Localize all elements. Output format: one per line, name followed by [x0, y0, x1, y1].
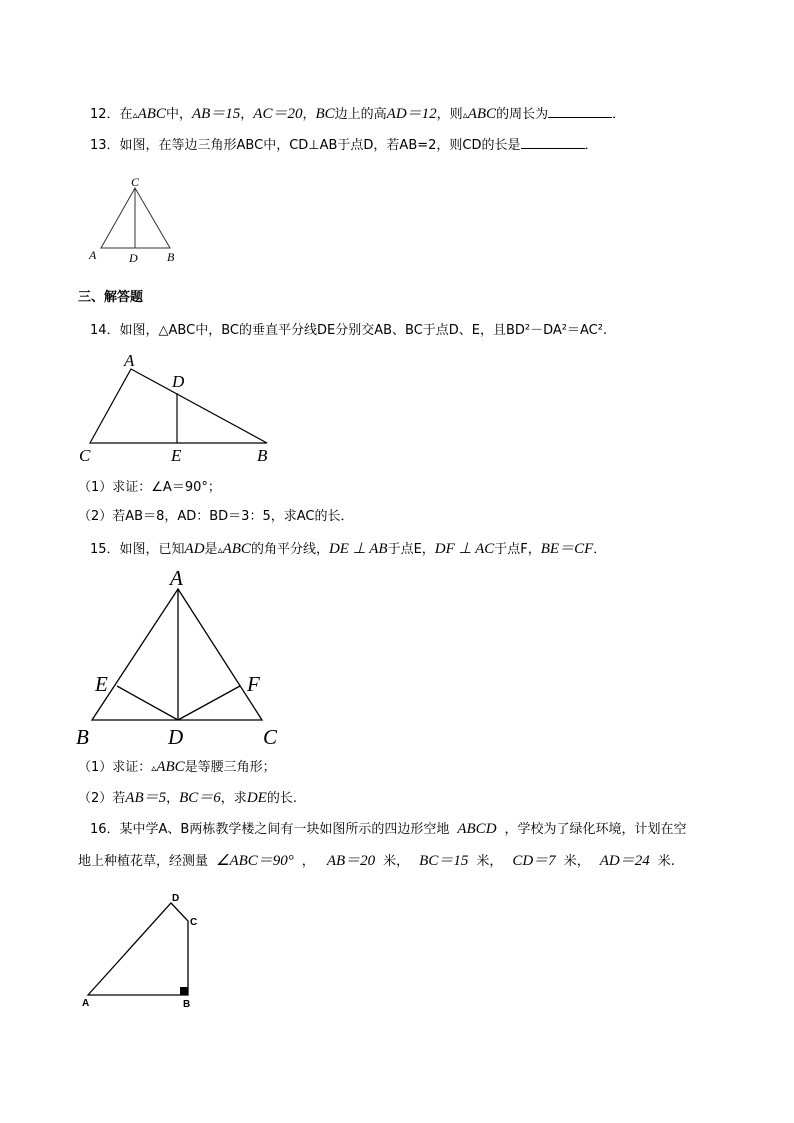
q12-text: ，则 — [436, 107, 463, 122]
triangle-symbol: ▵ — [462, 110, 468, 121]
q16-unit: 米， — [383, 854, 410, 869]
q12-number: 12． — [90, 107, 120, 122]
answer-blank[interactable] — [521, 135, 585, 149]
q15-text: 的角平分线， — [250, 542, 329, 557]
q12-text: 的周长为 — [496, 107, 549, 122]
math-ac: AC＝20 — [253, 106, 303, 122]
math-cd: CD＝7 — [512, 853, 556, 869]
math-df-perp-ac: DF ⊥ AC — [434, 541, 495, 557]
q14-label-d: D — [172, 372, 185, 391]
math-bc: BC＝6 — [179, 790, 221, 806]
q15-figure — [70, 564, 290, 750]
math-de: DE — [246, 790, 267, 806]
q16-unit: 米. — [657, 854, 675, 869]
q14-label-b: B — [257, 446, 268, 465]
math-abc: ABC — [222, 541, 251, 557]
q14-label-a: A — [124, 352, 135, 370]
question-12 — [90, 104, 625, 125]
q14-part-1: （1）求证：∠A＝90°； — [78, 480, 221, 495]
q15-text: 是 — [204, 542, 218, 557]
math-abcd: ABCD — [457, 821, 497, 837]
triangle-symbol: ▵ — [151, 763, 157, 774]
math-de-perp-ab: DE ⊥ AB — [328, 541, 388, 557]
math-bc: BC＝15 — [419, 853, 469, 869]
q15-end: ． — [593, 542, 607, 557]
q13-text: 13．如图，在等边三角形ABC中，CD⊥AB于点D，若AB=2，则CD的长是 — [90, 138, 521, 153]
math-abc: ABC — [137, 106, 166, 122]
q15-label-a: A — [170, 566, 183, 590]
question-15 — [90, 540, 606, 560]
question-13 — [90, 135, 598, 155]
math-ad: AD＝24 — [599, 853, 650, 869]
q15-label-d: D — [168, 725, 184, 749]
q16-text: 16．某中学A、B两栋教学楼之间有一块如图所示的四边形空地 — [90, 822, 450, 837]
question-14 — [90, 322, 607, 340]
q15-label-f: F — [247, 672, 260, 696]
math-ad: AD＝12 — [386, 106, 437, 122]
q14-figure — [74, 352, 284, 467]
q15-text: 15．如图，已知 — [90, 542, 185, 557]
q16-sep: ， — [301, 854, 315, 869]
q15-text: 于点F， — [494, 542, 541, 557]
q16-label-b: B — [183, 999, 191, 1010]
math-be-cf: BE＝CF — [540, 541, 594, 557]
q16-label-c: C — [190, 917, 198, 928]
q15-part-1 — [78, 758, 276, 778]
q15-sep: ， — [166, 791, 180, 806]
math-abc: ABC — [467, 106, 497, 122]
q13-label-b: B — [167, 250, 175, 264]
q15-part1-text: 是等腰三角形； — [184, 760, 276, 775]
q15-triangle — [92, 589, 262, 720]
q15-part1-text: （1）求证： — [78, 760, 152, 775]
q16-right-angle-mark — [180, 987, 188, 995]
q15-part-2 — [78, 789, 297, 808]
q13-label-a: A — [89, 248, 97, 262]
math-abc: ABC — [156, 759, 185, 775]
q15-label-e: E — [95, 672, 108, 696]
q15-segment-df — [178, 686, 240, 720]
triangle-symbol: ▵ — [217, 545, 223, 556]
q15-segment-de — [117, 686, 178, 720]
q12-end: ． — [612, 107, 626, 122]
q16-unit: 米， — [476, 854, 503, 869]
math-angle-abc: ∠ABC＝90° — [216, 853, 294, 869]
q13-label-c: C — [131, 175, 140, 189]
section-heading: 三、解答题 — [78, 290, 144, 305]
q12-sep: ， — [240, 107, 254, 122]
q12-text: 在 — [119, 107, 133, 122]
answer-blank[interactable] — [548, 104, 612, 118]
q15-part2-text: ，求 — [220, 791, 247, 806]
q16-unit: 米， — [563, 854, 590, 869]
q15-part2-text: （2）若 — [78, 791, 126, 806]
q14-text: 14．如图，△ABC中，BC的垂直平分线DE分别交AB、BC于点D、E，且BD²－DA²＝AC². — [90, 323, 608, 338]
question-16-line-2 — [78, 852, 675, 871]
q16-label-d: D — [172, 893, 180, 904]
q12-text: 中， — [165, 107, 192, 122]
q15-label-c: C — [263, 725, 278, 749]
question-16-line-1 — [90, 820, 687, 839]
q15-text: 于点E， — [387, 542, 435, 557]
q16-quadrilateral — [88, 903, 188, 995]
triangle-symbol: ▵ — [132, 110, 138, 121]
q14-label-c: C — [79, 446, 91, 465]
q14-part-2: （2）若AB＝8，AD：BD＝3：5，求AC的长． — [78, 509, 354, 524]
math-ab: AB＝20 — [326, 853, 376, 869]
q12-sep: ， — [302, 107, 316, 122]
q16-figure — [76, 888, 216, 1013]
q13-label-d: D — [129, 251, 138, 265]
math-bc: BC — [315, 106, 335, 122]
math-ab: AB＝15 — [191, 106, 241, 122]
q16-text: ，学校为了绿化环境，计划在空 — [504, 822, 687, 837]
q13-figure — [84, 170, 184, 265]
q16-text: 地上种植花草，经测量 — [78, 854, 209, 869]
q14-label-e: E — [171, 446, 182, 465]
q13-end: ． — [584, 138, 598, 153]
q15-label-b: B — [76, 725, 89, 749]
q12-text: 边上的高 — [334, 107, 387, 122]
math-ab: AB＝5 — [125, 790, 167, 806]
q16-label-a: A — [82, 998, 90, 1009]
math-ad: AD — [184, 541, 205, 557]
q15-part2-text: 的长. — [266, 791, 297, 806]
